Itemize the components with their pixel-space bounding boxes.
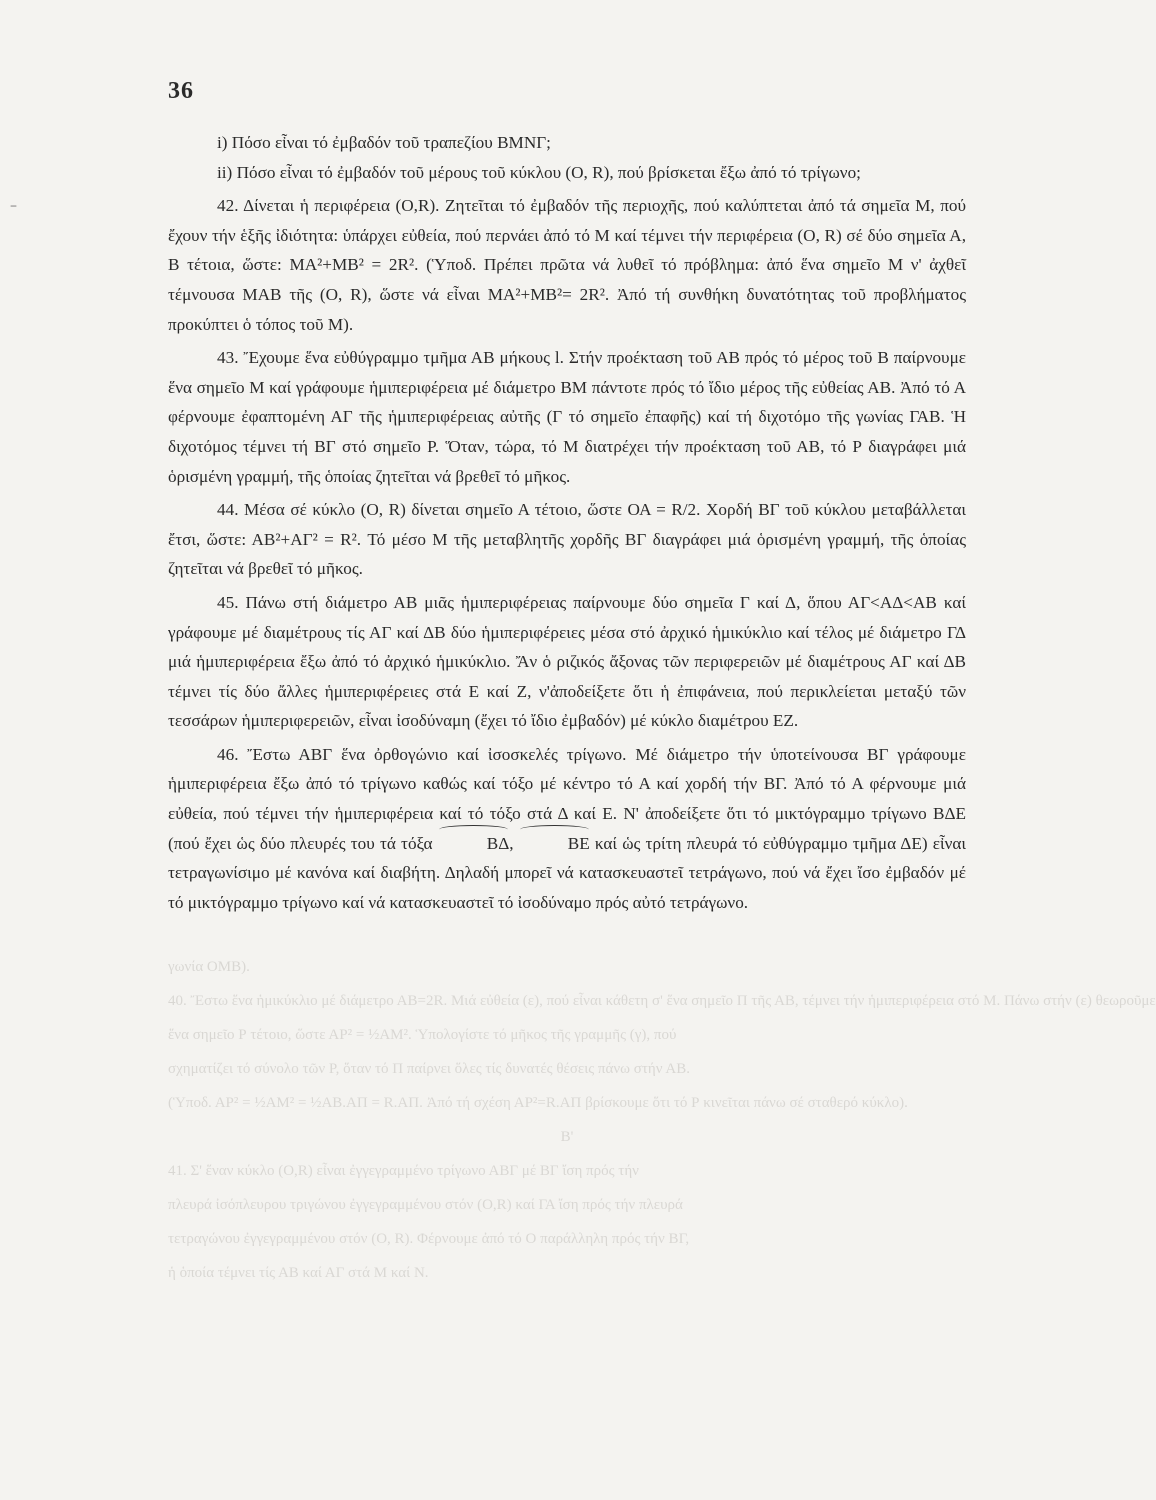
show-through-line: 40. Ἔστω ἕνα ἡμικύκλιο μέ διάμετρο ΑΒ=2R. Μιά εὐθεία (ε), πού εἶναι κάθετη σ' ἕνα σημεῖο Π τῆς ΑΒ, τέμνει τήν ἡμιπεριφέρεια στό Μ. Πάνω στήν (ε) θεωροῦμε [168, 993, 1156, 1009]
arc-separator: , [509, 833, 519, 853]
show-through-line: (Ὑποδ. ΑΡ² = ½ΑΜ² = ½ΑΒ.ΑΠ = R.ΑΠ. Ἀπό τή σχέση ΑΡ²=R.ΑΠ βρίσκουμε ὅτι τό Ρ κινεῖται πάνω σέ σταθερό κύκλο). [168, 1095, 908, 1111]
show-through-line: Β' [560, 1129, 574, 1145]
exercise-43: 43. Ἔχουμε ἕνα εὐθύγραμμο τμῆμα ΑΒ μήκους l. Στήν προέκταση τοῦ ΑΒ πρός τό μέρος τοῦ Β παίρνουμε ἕνα σημεῖο Μ καί γράφουμε ἡμιπεριφέρεια μέ διάμετρο ΒΜ πάντοτε πρός τό ἴδιο μέρος τῆς εὐθείας ΑΒ. Ἀπό τό Α φέρνουμε ἐφαπτομένη ΑΓ τῆς ἡμιπεριφέρειας αὐτῆς (Γ τό σημεῖο ἐπαφῆς) καί τή διχοτόμο τῆς γωνίας ΓΑΒ. Ἡ διχοτόμος τέμνει τή ΒΓ στό σημεῖο Ρ. Ὅταν, τώρα, τό Μ διατρέχει τήν προέκταση τοῦ ΑΒ, τό Ρ διαγράφει μιά ὁρισμένη γραμμή, τῆς ὁποίας ζητεῖται νά βρεθεῖ τό μῆκος. [168, 348, 966, 486]
page-body [168, 128, 966, 917]
exercise-45: 45. Πάνω στή διάμετρο ΑΒ μιᾶς ἡμιπεριφέρειας παίρνουμε δύο σημεῖα Γ καί Δ, ὅπου ΑΓ<ΑΔ<ΑΒ καί γράφουμε μέ διαμέτρους τίς ΑΓ καί ΔΒ δύο ἡμιπεριφέρειες μέσα στό ἀρχικό ἡμικύκλιο καί τέλος μέ διάμετρο ΓΔ μιά ἡμιπεριφέρεια ἔξω ἀπό τό ἀρχικό ἡμικύκλιο. Ἄν ὁ ριζικός ἄξονας τῶν περιφερειῶν μέ διαμέτρους ΑΓ καί ΔΒ τέμνει τίς δύο ἄλλες ἡμιπεριφέρειες στά Ε καί Ζ, ν'ἀποδείξετε ὅτι ἡ ἐπιφάνεια, πού περικλείεται μεταξύ τῶν τεσσάρων ἡμιπεριφερειῶν, εἶναι ἰσοδύναμη (ἔχει τό ἴδιο ἐμβαδόν) μέ κύκλο διαμέτρου ΕΖ. [168, 592, 966, 731]
show-through-line: 41. Σ' ἕναν κύκλο (O,R) εἶναι ἐγγεγραμμένο τρίγωνο ΑΒΓ μέ ΒΓ ἴση πρός τήν [168, 1163, 639, 1179]
exercise-46-text-b: καί ὡς τρίτη πλευρά τό εὐθύγραμμο τμῆμα ΔΕ) εἶναι τετραγωνίσιμο μέ κανόνα καί διαβήτη. Δηλαδή μπορεῖ νά κατασκευαστεῖ τετράγωνο, πού νά ἔχει ἴσο ἐμβαδόν μέ τό μικτόγραμμο τρίγωνο καί νά κατασκευαστεῖ τό ἰσοδύναμο πρός αὐτό τετράγωνο. [168, 833, 967, 912]
show-through-text [168, 950, 1156, 1290]
show-through-line: ἕνα σημεῖο Ρ τέτοιο, ὥστε ΑΡ² = ½ΑΜ². Ὑπολογίστε τό μῆκος τῆς γραμμῆς (γ), πού [168, 1027, 677, 1043]
exercise-44: 44. Μέσα σέ κύκλο (O, R) δίνεται σημεῖο Α τέτοιο, ὥστε ΟΑ = R/2. Χορδή ΒΓ τοῦ κύκλου μεταβάλλεται ἔτσι, ὥστε: ΑΒ²+ΑΓ² = R². Τό μέσο Μ τῆς μεταβλητῆς χορδῆς ΒΓ διαγράφει μιά ὁρισμένη γραμμή, τῆς ὁποίας ζητεῖται νά βρεθεῖ τό μῆκος. [168, 500, 966, 579]
show-through-line: σχηματίζει τό σύνολο τῶν Ρ, ὅταν τό Π παίρνει ὅλες τίς δυνατές θέσεις πάνω στήν ΑΒ. [168, 1061, 691, 1077]
question-ii: ii) Πόσο εἶναι τό ἐμβαδόν τοῦ μέρους τοῦ κύκλου (Ο, R), πού βρίσκεται ἔξω ἀπό τό τρίγωνο; [217, 162, 861, 182]
show-through-line: πλευρά ἰσόπλευρου τριγώνου ἐγγεγραμμένου στόν (O,R) καί ΓΑ ἴση πρός τήν πλευρά [168, 1197, 683, 1213]
show-through-line: τετραγώνου ἐγγεγραμμένου στόν (O, R). Φέρνουμε ἀπό τό Ο παράλληλη πρός τήν ΒΓ, [168, 1231, 690, 1247]
margin-mark: – [10, 198, 17, 214]
show-through-line: ἡ ὁποία τέμνει τίς ΑΒ καί ΑΓ στά Μ καί Ν. [168, 1265, 429, 1281]
show-through-line: γωνία ΟΜΒ). [168, 959, 250, 975]
exercise-46 [168, 740, 966, 918]
question-i: i) Πόσο εἶναι τό ἐμβαδόν τοῦ τραπεζίου ΒΜΝΓ; [217, 133, 551, 152]
page-number: 36 [168, 78, 194, 104]
exercise-42: 42. Δίνεται ἡ περιφέρεια (O,R). Ζητεῖται τό ἐμβαδόν τῆς περιοχῆς, πού καλύπτεται ἀπό τά σημεῖα Μ, πού ἔχουν τήν ἑξῆς ἰδιότητα: ὑπάρχει εὐθεία, πού περνάει ἀπό τό Μ καί τέμνει τήν περιφέρεια (O, R) σέ δύο σημεῖα Α, Β τέτοια, ὥστε: ΜΑ²+ΜΒ² = 2R². (Ὑποδ. Πρέπει πρῶτα νά λυθεῖ τό πρόβλημα: ἀπό ἕνα σημεῖο Μ ν' ἀχθεῖ τέμνουσα ΜΑΒ τῆς (O, R), ὥστε νά εἶναι ΜΑ²+ΜΒ²= 2R². Ἀπό τή συνθήκη δυνατότητας τοῦ προβλήματος προκύπτει ὁ τόπος τοῦ Μ). [168, 196, 966, 334]
arc-bd: ΒΔ [438, 829, 510, 859]
arc-be: ΒΕ [519, 829, 590, 859]
exercise-46-text-a: 46. Ἔστω ΑΒΓ ἕνα ὀρθογώνιο καί ἰσοσκελές τρίγωνο. Μέ διάμετρο τήν ὑποτείνουσα ΒΓ γράφουμε ἡμιπεριφέρεια ἔξω ἀπό τό τρίγωνο καθώς καί τόξο μέ κέντρο τό Α καί χορδή τήν ΒΓ. Ἀπό τό Α φέρνουμε μιά εὐθεία, πού τέμνει τήν ἡμιπεριφέρεια καί τό τόξο στά Δ καί Ε. Ν' ἀποδείξετε ὅτι τό μικτόγραμμο τρίγωνο ΒΔΕ (πού ἔχει ὡς δύο πλευρές του τά τόξα [168, 744, 966, 853]
